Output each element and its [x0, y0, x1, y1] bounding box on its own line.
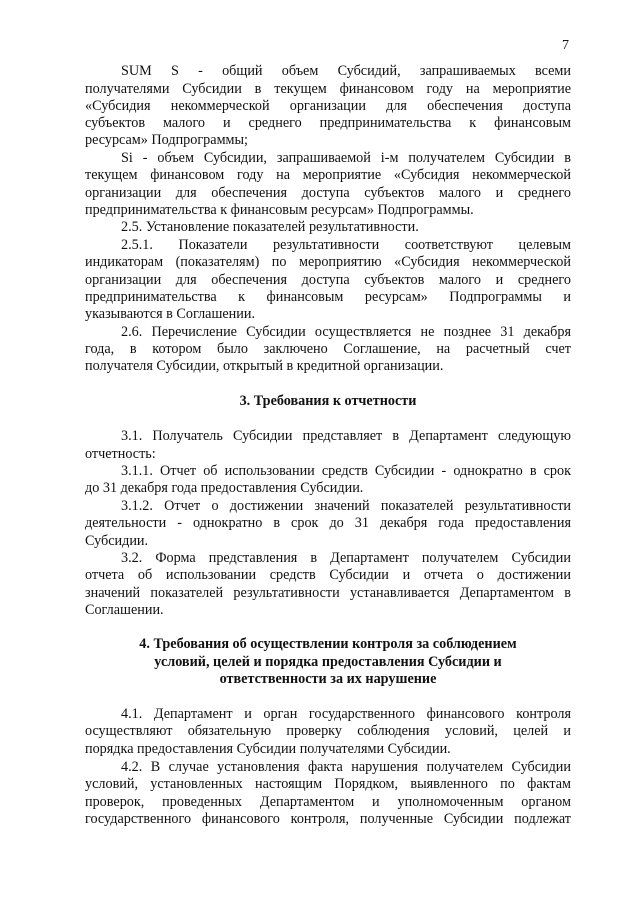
text-line: Si - объем Субсидии, запрашиваемой i-м получателем Субсидии в	[121, 150, 571, 166]
section-heading: условий, целей и порядка предоставления Субсидии и	[154, 654, 502, 670]
text-line: индикаторам (показателям) по мероприятию «Субсидия некоммерческой	[85, 254, 571, 270]
text-line: 2.5. Установление показателей результативности.	[121, 219, 419, 235]
text-line: государственного финансового контроля, полученные Субсидии подлежат	[85, 811, 571, 827]
text-line: 3.2. Форма представления в Департамент получателем Субсидии	[121, 550, 571, 566]
text-line: организации для обеспечения доступа субъектов малого и среднего	[85, 185, 571, 201]
text-line: 3.1. Получатель Субсидии представляет в Департамент следующую	[121, 428, 571, 444]
text-line: 3.1.2. Отчет о достижении значений показателей результативности	[121, 498, 571, 514]
text-line: до 31 декабря года предоставления Субсидии.	[85, 480, 364, 496]
text-line: предпринимательства к финансовым ресурсам» Подпрограммы.	[85, 202, 474, 218]
text-line: организации для обеспечения доступа субъектов малого и среднего	[85, 272, 571, 288]
text-line: условий, установленных настоящим Порядком, выявленного по фактам	[85, 776, 571, 792]
text-line: предпринимательства к финансовым ресурсам» Подпрограммы и	[85, 289, 571, 305]
text-line: 4.1. Департамент и орган государственного финансового контроля	[121, 706, 571, 722]
text-line: деятельности - однократно в срок до 31 декабря года предоставления	[85, 515, 571, 531]
text-line: указываются в Соглашении.	[85, 306, 255, 322]
section-heading: 3. Требования к отчетности	[239, 393, 417, 409]
text-line: осуществляют обязательную проверку соблюдения условий, целей и	[85, 723, 571, 739]
text-line: 2.5.1. Показатели результативности соответствуют целевым	[121, 237, 571, 253]
text-line: значений показателей результативности устанавливается Департаментом в	[85, 585, 571, 601]
page-number: 7	[562, 38, 569, 53]
section-heading: 4. Требования об осуществлении контроля за соблюдением	[139, 636, 517, 652]
section-heading: ответственности за их нарушение	[219, 671, 437, 687]
text-line: 4.2. В случае установления факта нарушения получателем Субсидии	[121, 759, 571, 775]
text-line: получателя Субсидии, открытый в кредитной организации.	[85, 358, 444, 374]
text-line: Субсидии.	[85, 533, 149, 549]
text-line: субъектов малого и среднего предпринимательства к финансовым	[85, 115, 571, 131]
text-line: отчетность:	[85, 446, 156, 462]
text-line: отчета об использовании средств Субсидии и отчета о достижении	[85, 567, 571, 583]
text-line: 3.1.1. Отчет об использовании средств Субсидии - однократно в срок	[121, 463, 571, 479]
text-line: проверок, проведенных Департаментом и уполномоченным органом	[85, 794, 571, 810]
text-line: года, в котором было заключено Соглашение, на расчетный счет	[85, 341, 571, 357]
text-line: получателями Субсидии в текущем финансовом году на мероприятие	[85, 81, 571, 97]
text-line: 2.6. Перечисление Субсидии осуществляется не позднее 31 декабря	[121, 324, 571, 340]
text-line: «Субсидия некоммерческой организации для обеспечения доступа	[85, 98, 571, 114]
text-line: порядка предоставления Субсидии получателями Субсидии.	[85, 741, 451, 757]
text-line: SUM S - общий объем Субсидий, запрашиваемых всеми	[121, 63, 571, 79]
text-line: Соглашении.	[85, 602, 164, 618]
text-line: ресурсам» Подпрограммы;	[85, 132, 248, 148]
text-line: текущем финансовом году на мероприятие «Субсидия некоммерческой	[85, 167, 571, 183]
